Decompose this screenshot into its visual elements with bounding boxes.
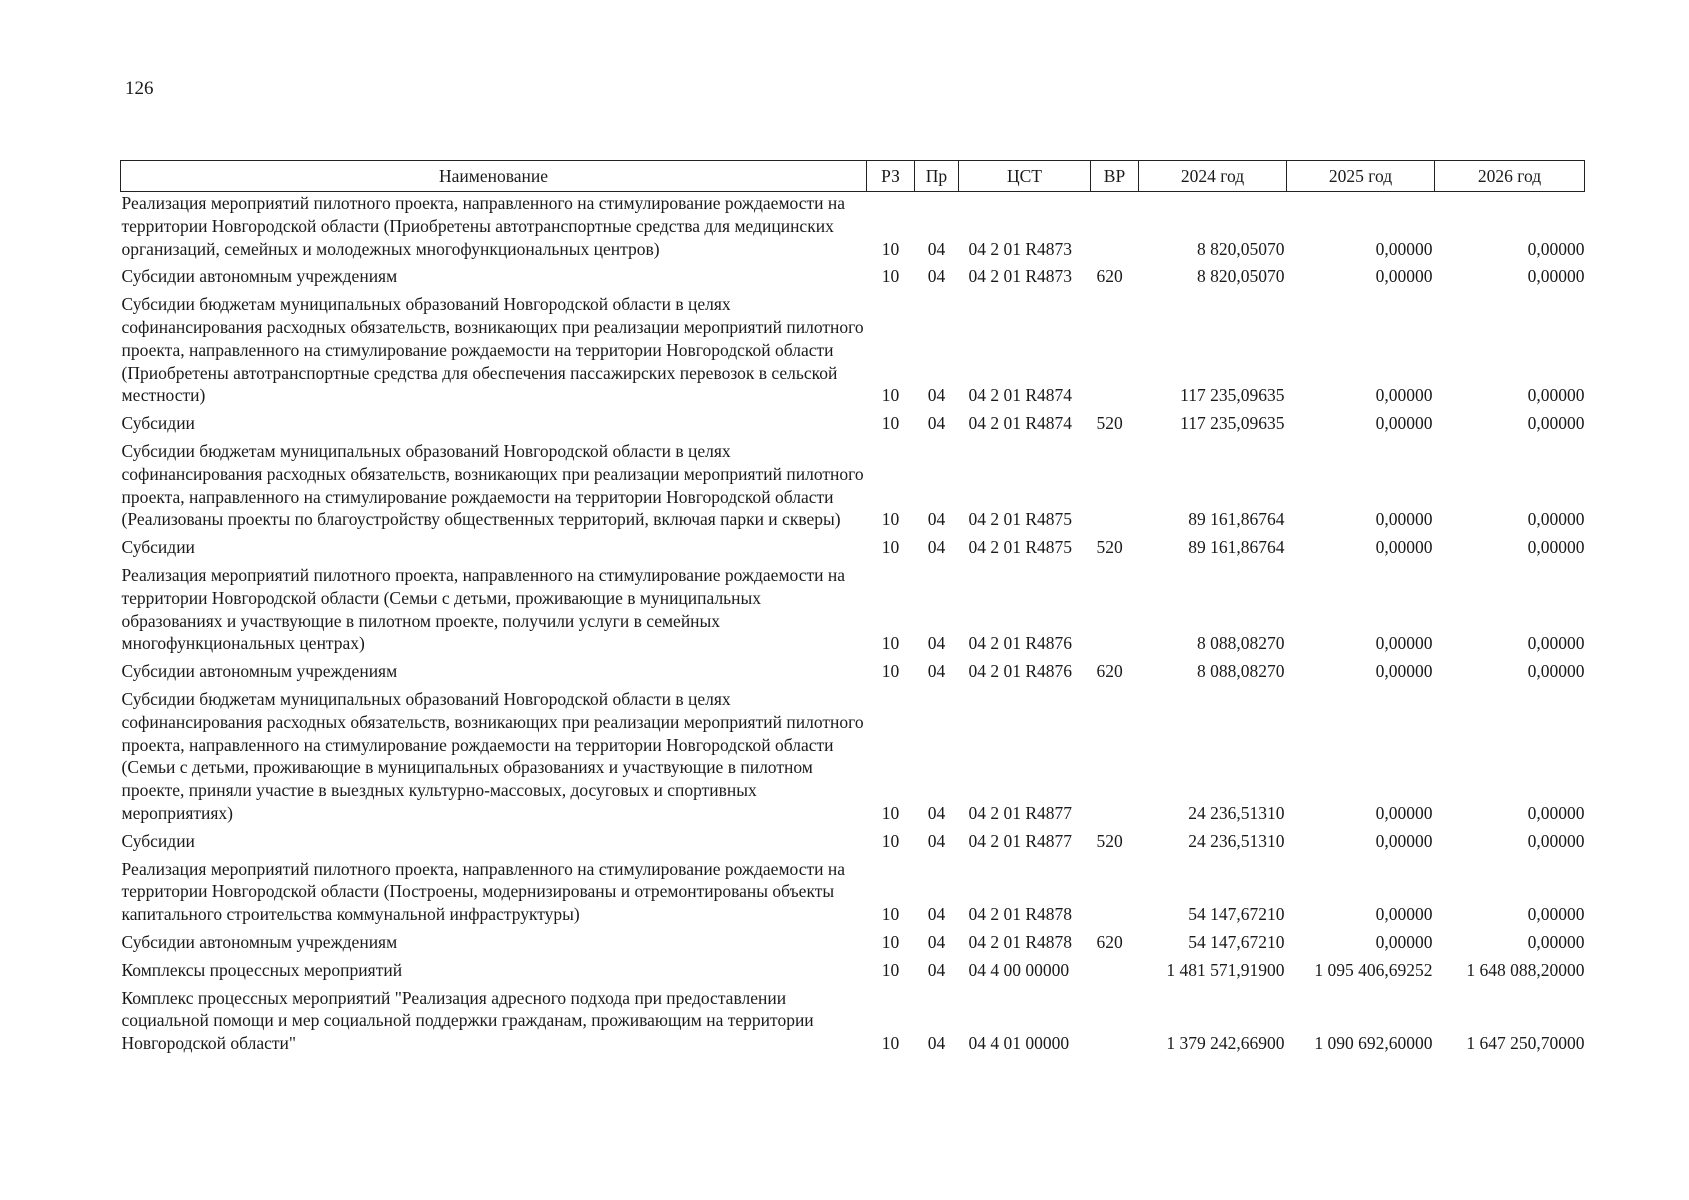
table-row — [121, 858, 1585, 931]
header-name: Наименование — [121, 161, 867, 192]
row-vr: 520 — [1096, 413, 1123, 434]
row-cst: 04 2 01 R4874 — [968, 413, 1073, 434]
row-rz: 10 — [881, 1033, 900, 1054]
row-amount-2026: 1 648 088,20000 — [1466, 959, 1585, 980]
row-amount-2024: 8 088,08270 — [1197, 633, 1285, 654]
table-body — [121, 192, 1585, 1060]
table-row — [121, 931, 1585, 959]
row-pr: 04 — [927, 633, 946, 654]
row-amount-2025: 1 090 692,60000 — [1314, 1033, 1433, 1054]
row-rz: 10 — [881, 802, 900, 823]
row-amount-2026: 0,00000 — [1527, 830, 1585, 851]
row-rz: 10 — [881, 413, 900, 434]
row-amount-2025: 0,00000 — [1375, 238, 1433, 259]
row-amount-2025: 0,00000 — [1375, 266, 1433, 287]
row-amount-2026: 1 647 250,70000 — [1466, 1033, 1585, 1054]
header-2025: 2025 год — [1287, 161, 1435, 192]
table-row — [121, 660, 1585, 688]
header-pr: Пр — [915, 161, 959, 192]
row-name: Субсидии — [121, 830, 195, 851]
row-rz: 10 — [881, 509, 900, 530]
row-amount-2024: 1 481 571,91900 — [1166, 959, 1285, 980]
table-row — [121, 959, 1585, 987]
row-cst: 04 2 01 R4874 — [968, 385, 1073, 406]
row-name: Реализация мероприятий пилотного проекта, направленного на стимулирование рождаемости на территории Новгородской области (Построены, модернизированы и отремонтированы объекты капитального строительства коммунальной инфраструктуры) — [121, 858, 845, 925]
row-pr: 04 — [927, 931, 946, 952]
row-rz: 10 — [881, 633, 900, 654]
header-row — [121, 161, 1585, 192]
row-amount-2026: 0,00000 — [1527, 904, 1585, 925]
row-amount-2025: 0,00000 — [1375, 413, 1433, 434]
row-pr: 04 — [927, 266, 946, 287]
row-amount-2026: 0,00000 — [1527, 802, 1585, 823]
row-amount-2026: 0,00000 — [1527, 931, 1585, 952]
row-amount-2025: 0,00000 — [1375, 537, 1433, 558]
row-name: Реализация мероприятий пилотного проекта, направленного на стимулирование рождаемости на территории Новгородской области (Приобретены автотранспортные средства для медицинских организаций, семейных и молодежных многофункциональных центров) — [121, 193, 845, 259]
row-vr: 520 — [1096, 830, 1123, 851]
table-row — [121, 293, 1585, 412]
row-amount-2025: 0,00000 — [1375, 509, 1433, 530]
row-vr: 620 — [1096, 931, 1123, 952]
budget-table — [120, 160, 1585, 1060]
row-cst: 04 4 01 00000 — [968, 1033, 1070, 1054]
row-amount-2024: 24 236,51310 — [1188, 802, 1285, 823]
row-amount-2025: 0,00000 — [1375, 661, 1433, 682]
row-pr: 04 — [927, 1033, 946, 1054]
row-name: Субсидии автономным учреждениям — [121, 266, 398, 287]
row-cst: 04 2 01 R4878 — [968, 904, 1073, 925]
row-amount-2024: 89 161,86764 — [1188, 537, 1285, 558]
row-pr: 04 — [927, 802, 946, 823]
row-vr — [1091, 440, 1139, 536]
row-rz: 10 — [881, 931, 900, 952]
row-name: Субсидии бюджетам муниципальных образований Новгородской области в целях софинансирования расходных обязательств, возникающих при реализации мероприятий пилотного проекта, направленного на стимулирование рождаемости на территории Новгородской области (Реализованы проекты по благоустройству общественных территорий, включая парки и скверы) — [121, 440, 864, 530]
row-rz: 10 — [881, 238, 900, 259]
row-name: Субсидии — [121, 537, 195, 558]
row-amount-2026: 0,00000 — [1527, 238, 1585, 259]
table-row — [121, 564, 1585, 660]
row-amount-2026: 0,00000 — [1527, 661, 1585, 682]
row-vr — [1091, 987, 1139, 1060]
row-amount-2025: 0,00000 — [1375, 802, 1433, 823]
header-2026: 2026 год — [1435, 161, 1585, 192]
row-amount-2025: 0,00000 — [1375, 385, 1433, 406]
row-pr: 04 — [927, 959, 946, 980]
row-rz: 10 — [881, 661, 900, 682]
row-amount-2024: 54 147,67210 — [1188, 931, 1285, 952]
table-row — [121, 440, 1585, 536]
row-amount-2024: 8 088,08270 — [1197, 661, 1285, 682]
row-cst: 04 2 01 R4875 — [968, 509, 1073, 530]
row-cst: 04 2 01 R4873 — [968, 238, 1073, 259]
row-vr — [1091, 192, 1139, 266]
row-vr — [1091, 959, 1139, 987]
row-pr: 04 — [927, 413, 946, 434]
row-pr: 04 — [927, 509, 946, 530]
row-cst: 04 2 01 R4875 — [968, 537, 1073, 558]
row-amount-2024: 8 820,05070 — [1197, 238, 1285, 259]
row-amount-2024: 117 235,09635 — [1180, 385, 1285, 406]
row-rz: 10 — [881, 537, 900, 558]
row-amount-2025: 0,00000 — [1375, 931, 1433, 952]
table-row — [121, 265, 1585, 293]
row-rz: 10 — [881, 904, 900, 925]
table-row — [121, 688, 1585, 830]
row-vr — [1091, 858, 1139, 931]
table-row — [121, 412, 1585, 440]
row-cst: 04 4 00 00000 — [968, 959, 1070, 980]
header-cst: ЦСТ — [959, 161, 1091, 192]
row-cst: 04 2 01 R4873 — [968, 266, 1073, 287]
row-vr: 620 — [1096, 661, 1123, 682]
row-pr: 04 — [927, 830, 946, 851]
page-number: 126 — [125, 78, 154, 99]
row-name: Субсидии автономным учреждениям — [121, 931, 398, 952]
row-amount-2025: 0,00000 — [1375, 830, 1433, 851]
row-cst: 04 2 01 R4878 — [968, 931, 1073, 952]
row-name: Реализация мероприятий пилотного проекта, направленного на стимулирование рождаемости на территории Новгородской области (Семьи с детьми, проживающие в муниципальных образованиях и участвующие в пилотном проекте, получили услуги в семейных многофункциональных центрах) — [121, 564, 845, 654]
row-pr: 04 — [927, 385, 946, 406]
row-cst: 04 2 01 R4876 — [968, 661, 1073, 682]
row-amount-2025: 1 095 406,69252 — [1314, 959, 1433, 980]
row-amount-2024: 1 379 242,66900 — [1166, 1033, 1285, 1054]
table-row — [121, 192, 1585, 266]
row-amount-2025: 0,00000 — [1375, 633, 1433, 654]
header-vr: ВР — [1091, 161, 1139, 192]
header-rz: РЗ — [867, 161, 915, 192]
row-vr — [1091, 293, 1139, 412]
row-cst: 04 2 01 R4876 — [968, 633, 1073, 654]
row-vr: 520 — [1096, 537, 1123, 558]
row-rz: 10 — [881, 266, 900, 287]
table-row — [121, 536, 1585, 564]
header-2024: 2024 год — [1139, 161, 1287, 192]
row-amount-2026: 0,00000 — [1527, 385, 1585, 406]
row-rz: 10 — [881, 830, 900, 851]
row-name: Субсидии автономным учреждениям — [121, 661, 398, 682]
row-name: Субсидии — [121, 413, 195, 434]
row-name: Комплексы процессных мероприятий — [121, 959, 403, 980]
row-pr: 04 — [927, 661, 946, 682]
row-vr — [1091, 688, 1139, 830]
table-header — [121, 161, 1585, 192]
row-cst: 04 2 01 R4877 — [968, 802, 1073, 823]
table-row — [121, 987, 1585, 1060]
row-rz: 10 — [881, 385, 900, 406]
row-name: Субсидии бюджетам муниципальных образований Новгородской области в целях софинансирования расходных обязательств, возникающих при реализации мероприятий пилотного проекта, направленного на стимулирование рождаемости на территории Новгородской области (Семьи с детьми, проживающие в муниципальных образованиях и участвующие в пилотном проекте, приняли участие в выездных культурно-массовых, досуговых и спортивных мероприятиях) — [121, 688, 864, 823]
row-pr: 04 — [927, 238, 946, 259]
row-cst: 04 2 01 R4877 — [968, 830, 1073, 851]
row-amount-2026: 0,00000 — [1527, 266, 1585, 287]
row-amount-2026: 0,00000 — [1527, 413, 1585, 434]
table-row — [121, 830, 1585, 858]
row-amount-2024: 54 147,67210 — [1188, 904, 1285, 925]
row-pr: 04 — [927, 904, 946, 925]
row-amount-2026: 0,00000 — [1527, 509, 1585, 530]
row-name: Комплекс процессных мероприятий "Реализация адресного подхода при предоставлении социальной помощи и мер социальной поддержки гражданам, проживающим на территории Новгородской области" — [121, 987, 814, 1054]
row-rz: 10 — [881, 959, 900, 980]
row-vr: 620 — [1096, 266, 1123, 287]
row-amount-2024: 117 235,09635 — [1180, 413, 1285, 434]
row-name: Субсидии бюджетам муниципальных образований Новгородской области в целях софинансирования расходных обязательств, возникающих при реализации мероприятий пилотного проекта, направленного на стимулирование рождаемости на территории Новгородской области (Приобретены автотранспортные средства для обеспечения пассажирских перевозок в сельской местности) — [121, 294, 864, 406]
row-vr — [1091, 564, 1139, 660]
row-amount-2026: 0,00000 — [1527, 633, 1585, 654]
row-amount-2024: 24 236,51310 — [1188, 830, 1285, 851]
row-amount-2024: 89 161,86764 — [1188, 509, 1285, 530]
row-amount-2024: 8 820,05070 — [1197, 266, 1285, 287]
row-pr: 04 — [927, 537, 946, 558]
row-amount-2025: 0,00000 — [1375, 904, 1433, 925]
row-amount-2026: 0,00000 — [1527, 537, 1585, 558]
